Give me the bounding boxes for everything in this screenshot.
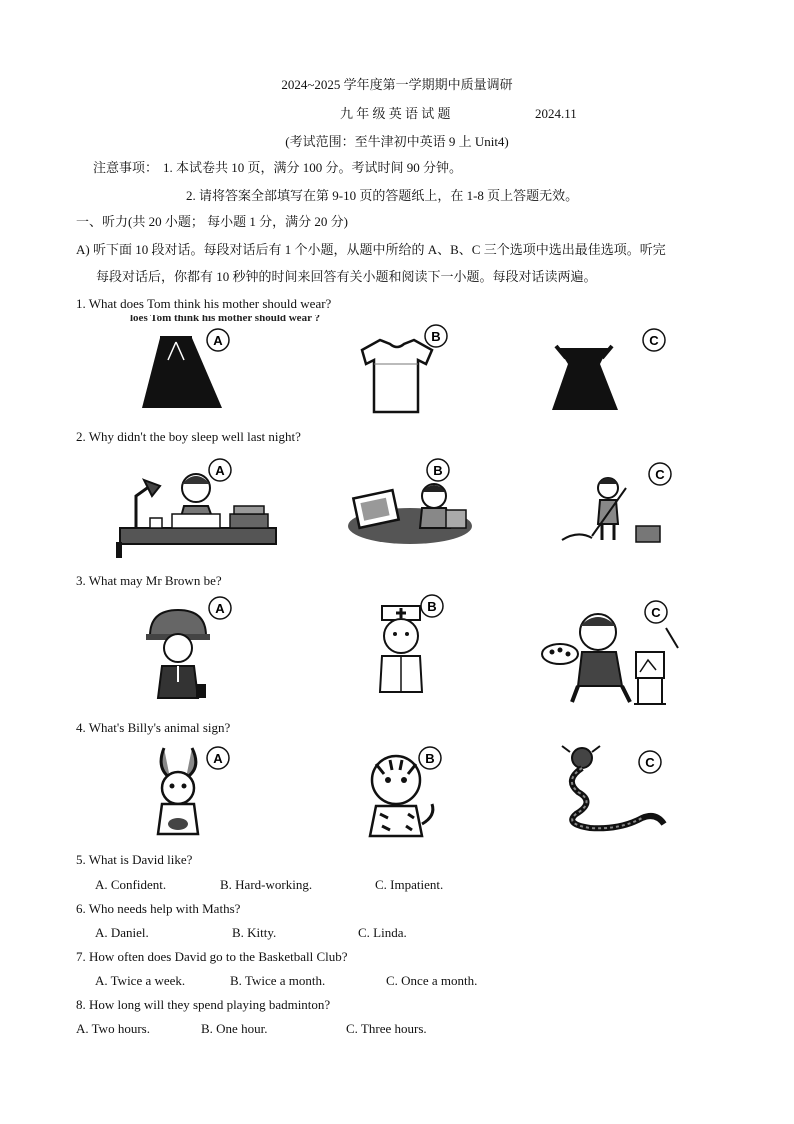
q5-option-b: B. Hard-working.	[220, 877, 313, 892]
option-letter-b: B	[425, 751, 435, 766]
question-2: 2. Why didn't the boy sleep well last night?	[76, 429, 301, 444]
dress-image	[552, 324, 672, 414]
exam-subtitle: 九 年 级 英 语 试 题	[340, 106, 451, 121]
question-7: 7. How often does David go to the Basketball Club?	[76, 949, 348, 964]
boy-studying-image	[112, 456, 282, 560]
option-letter-c: C	[645, 755, 655, 770]
notes-label: 注意事项：	[93, 160, 159, 175]
option-letter-b: B	[427, 599, 437, 614]
q8-option-a: A. Two hours.	[76, 1021, 150, 1036]
doctor-image	[368, 594, 454, 700]
artist-image	[538, 598, 688, 708]
question-6: 6. Who needs help with Maths?	[76, 901, 241, 916]
part-a-instruction-line1: A) 听下面 10 段对话。每段对话后有 1 个小题，从题中所给的 A、B、C 三个选项中选出最佳选项。听完	[76, 242, 666, 257]
tiger-image	[352, 744, 452, 840]
exam-title: 2024~2025 学年度第一学期期中质量调研	[281, 77, 513, 92]
notes-item-1: 1. 本试卷共 10 页，满分 100 分。考试时间 90 分钟。	[163, 160, 463, 175]
scan-artifact-text: loes Tom think his mother should wear ?	[130, 315, 320, 323]
part-a-instruction-line2: 每段对话后，你都有 10 秒钟的时间来回答有关小题和阅读下一小题。每段对话读两遍。	[96, 269, 597, 284]
q7-option-c: C. Once a month.	[386, 973, 478, 988]
skirt-image	[138, 326, 248, 414]
option-letter-c: C	[655, 467, 665, 482]
q8-option-b: B. One hour.	[201, 1021, 268, 1036]
q7-option-b: B. Twice a month.	[230, 973, 326, 988]
dragon-image	[556, 744, 672, 836]
question-4: 4. What's Billy's animal sign?	[76, 720, 231, 735]
exam-scope: (考试范围：至牛津初中英语 9 上 Unit4)	[285, 134, 509, 149]
option-letter-a: A	[213, 333, 223, 348]
q8-option-c: C. Three hours.	[346, 1021, 427, 1036]
option-letter-b: B	[431, 329, 441, 344]
q5-option-c: C. Impatient.	[375, 877, 444, 892]
worker-image	[142, 596, 242, 708]
option-letter-a: A	[213, 751, 223, 766]
boy-sweeping-image	[556, 458, 680, 544]
section-heading: 一、听力(共 20 小题； 每小题 1 分，满分 20 分)	[76, 214, 348, 229]
q5-option-a: A. Confident.	[95, 877, 167, 892]
rabbit-image	[148, 744, 238, 840]
question-5: 5. What is David like?	[76, 852, 193, 867]
tshirt-image	[344, 322, 454, 414]
option-letter-b: B	[433, 463, 443, 478]
exam-date: 2024.11	[535, 106, 577, 121]
notes-item-2: 2. 请将答案全部填写在第 9-10 页的答题纸上，在 1-8 页上答题无效。	[186, 188, 579, 203]
q7-option-a: A. Twice a week.	[95, 973, 186, 988]
option-letter-a: A	[215, 463, 225, 478]
option-letter-c: C	[649, 333, 659, 348]
q6-option-c: C. Linda.	[358, 925, 407, 940]
option-letter-a: A	[215, 601, 225, 616]
question-3: 3. What may Mr Brown be?	[76, 573, 222, 588]
question-8: 8. How long will they spend playing badminton?	[76, 997, 331, 1012]
q6-option-b: B. Kitty.	[232, 925, 277, 940]
option-letter-c: C	[651, 605, 661, 620]
boy-watching-tv-image	[346, 456, 476, 546]
question-1: 1. What does Tom think his mother should wear?	[76, 296, 332, 311]
q6-option-a: A. Daniel.	[95, 925, 149, 940]
